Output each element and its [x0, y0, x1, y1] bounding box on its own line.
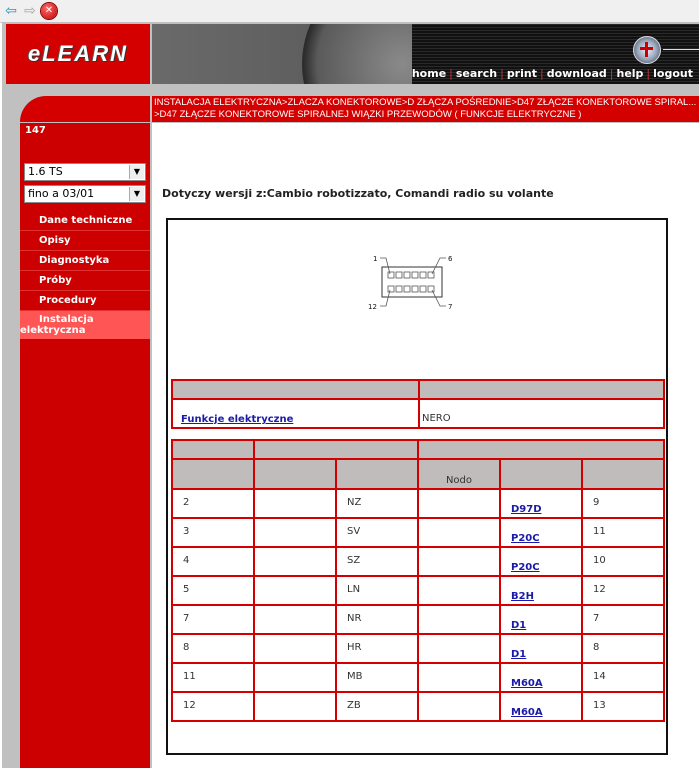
pin-label-6: 6	[448, 255, 453, 263]
node-link-cell	[500, 634, 582, 663]
node-pin-cell: 9	[582, 489, 664, 518]
sidebar-item-diagnostyka[interactable]: Diagnostyka	[20, 251, 150, 271]
model-label: 147	[25, 125, 46, 136]
nav-search[interactable]: search	[455, 67, 498, 80]
sidebar-menu	[20, 211, 150, 339]
node-link-cell	[500, 692, 582, 721]
pin-cell: 11	[172, 663, 254, 692]
node-pin-cell: 8	[582, 634, 664, 663]
node-link[interactable]: P20C	[511, 533, 540, 544]
wire-color-cell: MB	[336, 663, 418, 692]
header-cell	[336, 459, 418, 489]
node-link-cell	[500, 605, 582, 634]
header-cell	[582, 459, 664, 489]
wire-color-cell: NR	[336, 605, 418, 634]
nav-separator: |	[449, 67, 453, 80]
empty-cell	[254, 489, 336, 518]
sidebar-header	[20, 96, 150, 122]
wire-color-cell: ZB	[336, 692, 418, 721]
sidebar-item-procedury[interactable]: Procedury	[20, 291, 150, 311]
function-link[interactable]: Funkcje elektryczne	[181, 414, 294, 425]
empty-cell	[418, 489, 500, 518]
wire-color-cell: SV	[336, 518, 418, 547]
pin-cell: 3	[172, 518, 254, 547]
node-link-cell	[500, 518, 582, 547]
nav-logout[interactable]: logout	[653, 67, 693, 80]
function-table	[171, 379, 665, 429]
pin-label-1: 1	[373, 255, 378, 263]
back-arrow-icon[interactable]: ⇦	[5, 3, 17, 19]
nav-separator: |	[646, 67, 651, 80]
date-select-value: fino a 03/01	[28, 187, 95, 200]
nav-separator: |	[539, 67, 544, 80]
node-link[interactable]: M60A	[511, 707, 543, 718]
node-link[interactable]: D97D	[511, 504, 542, 515]
nav-print[interactable]: print	[506, 67, 537, 80]
node-link[interactable]: D1	[511, 620, 527, 631]
header-cell	[419, 380, 664, 399]
empty-cell	[254, 576, 336, 605]
node-link[interactable]: B2H	[511, 591, 534, 602]
engine-select[interactable]	[24, 163, 146, 181]
wire-color-cell: NZ	[336, 489, 418, 518]
node-link[interactable]: M60A	[511, 678, 543, 689]
node-pin-cell: 14	[582, 663, 664, 692]
pin-table	[171, 439, 665, 722]
pin-cell: 5	[172, 576, 254, 605]
color-cell: NERO	[419, 399, 664, 428]
node-link-cell	[500, 547, 582, 576]
nav-separator: |	[500, 67, 504, 80]
node-link[interactable]: D1	[511, 649, 527, 660]
empty-cell	[418, 634, 500, 663]
nav-home[interactable]: home	[411, 67, 447, 80]
table-row	[172, 576, 664, 605]
pin-label-12: 12	[368, 303, 377, 311]
sidebar-item-dane-techniczne[interactable]: Dane techniczne	[20, 211, 150, 231]
breadcrumb-line-2[interactable]: >D47 ZŁĄCZE KONEKTOROWE SPIRALNEJ WIĄZKI PRZEWODÓW ( FUNKCJE ELEKTRYCZNE )	[154, 109, 582, 120]
nav-help[interactable]: help	[616, 67, 644, 80]
pin-cell: 12	[172, 692, 254, 721]
table-row	[172, 547, 664, 576]
top-nav	[412, 67, 693, 80]
logo-line	[663, 49, 699, 50]
node-pin-cell: 13	[582, 692, 664, 721]
header-cell	[172, 459, 254, 489]
chevron-down-icon[interactable]: ▼	[129, 187, 144, 201]
main-content	[152, 123, 699, 768]
header-cell	[500, 459, 582, 489]
wire-color-cell: LN	[336, 576, 418, 605]
breadcrumb-line-1[interactable]: INSTALACJA ELEKTRYCZNA>ZLACZA KONEKTOROWE>D ZŁĄCZA POŚREDNIE>D47 ZŁĄCZE KONEKTOROWE SPIRAL...	[154, 97, 697, 108]
wire-color-cell: HR	[336, 634, 418, 663]
stop-icon[interactable]: ✕	[41, 3, 57, 19]
empty-cell	[254, 605, 336, 634]
breadcrumb	[152, 96, 699, 122]
pin-cell: 8	[172, 634, 254, 663]
sidebar	[20, 123, 150, 768]
table-row	[172, 634, 664, 663]
table-row	[172, 605, 664, 634]
empty-cell	[254, 518, 336, 547]
table-row	[172, 489, 664, 518]
node-link-cell	[500, 489, 582, 518]
node-link-cell	[500, 663, 582, 692]
page-frame	[2, 22, 699, 768]
pin-cell: 2	[172, 489, 254, 518]
empty-cell	[418, 518, 500, 547]
forward-arrow-icon[interactable]: ⇨	[24, 3, 36, 19]
node-pin-cell: 7	[582, 605, 664, 634]
applies-to-text: Dotyczy wersji z:Cambio robotizzato, Comandi radio su volante	[162, 187, 554, 200]
empty-cell	[254, 634, 336, 663]
table-row	[172, 518, 664, 547]
node-link-cell	[500, 576, 582, 605]
nav-separator: |	[609, 67, 614, 80]
empty-cell	[254, 692, 336, 721]
pin-cell: 4	[172, 547, 254, 576]
node-link[interactable]: P20C	[511, 562, 540, 573]
sidebar-item-instalacja-elektryczna[interactable]: Instalacja elektryczna	[20, 311, 150, 339]
pin-cell: 7	[172, 605, 254, 634]
node-header: Nodo	[418, 459, 500, 489]
header-cell	[254, 440, 418, 459]
pin-label-7: 7	[448, 303, 453, 311]
empty-cell	[418, 547, 500, 576]
alfa-romeo-logo-icon	[633, 36, 661, 64]
elearn-logo	[6, 24, 150, 84]
empty-cell	[418, 692, 500, 721]
header-cell	[418, 440, 664, 459]
engine-select-value: 1.6 TS	[28, 165, 63, 178]
empty-cell	[254, 663, 336, 692]
empty-cell	[418, 605, 500, 634]
sidebar-item-opisy[interactable]: Opisy	[20, 231, 150, 251]
table-row	[172, 692, 664, 721]
header-cell	[172, 440, 254, 459]
nav-download[interactable]: download	[546, 67, 607, 80]
chevron-down-icon[interactable]: ▼	[129, 165, 144, 179]
connector-box	[166, 218, 668, 755]
sidebar-item-proby[interactable]: Próby	[20, 271, 150, 291]
logo-text: eLEARN	[27, 41, 128, 66]
empty-cell	[418, 576, 500, 605]
node-pin-cell: 10	[582, 547, 664, 576]
header-banner	[152, 24, 699, 84]
header-cell	[172, 380, 419, 399]
function-cell	[172, 399, 419, 428]
date-select[interactable]	[24, 185, 146, 203]
empty-cell	[418, 663, 500, 692]
node-pin-cell: 12	[582, 576, 664, 605]
browser-toolbar	[0, 0, 699, 23]
wire-color-cell: SZ	[336, 547, 418, 576]
header-cell	[254, 459, 336, 489]
connector-diagram	[358, 250, 468, 315]
node-pin-cell: 11	[582, 518, 664, 547]
empty-cell	[254, 547, 336, 576]
table-row	[172, 663, 664, 692]
